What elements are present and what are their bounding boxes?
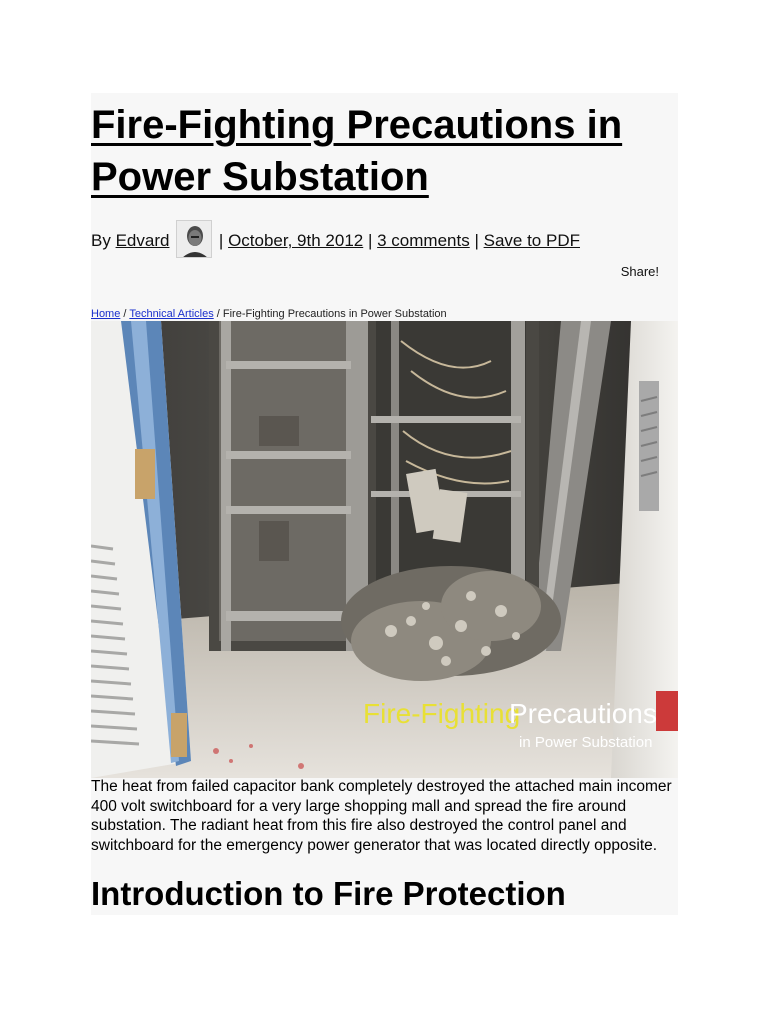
image-caption: The heat from failed capacitor bank completely destroyed the attached main incomer 400 volt switchboard for a very large shopping mall and spread the fire around substation. The radiant heat from this fire also destroyed the control panel and switchboard for the emergency power generator that was located directly opposite. bbox=[91, 778, 672, 854]
document-page bbox=[91, 93, 678, 915]
save-pdf-link[interactable]: Save to PDF bbox=[483, 231, 580, 250]
share-label[interactable]: Share! bbox=[620, 264, 659, 279]
author-photo-icon bbox=[177, 221, 212, 258]
byline-separator: | bbox=[218, 231, 224, 250]
byline-separator: | bbox=[474, 231, 479, 250]
breadcrumb-section-link[interactable]: Technical Articles bbox=[129, 308, 214, 320]
overlay-subtitle: in Power Substation bbox=[519, 734, 653, 751]
breadcrumb-separator: / bbox=[123, 308, 127, 320]
breadcrumb-home-link[interactable]: Home bbox=[91, 308, 121, 320]
breadcrumb-current: Fire-Fighting Precautions in Power Substation bbox=[222, 308, 447, 320]
article-title[interactable]: Fire-Fighting Precautions in Power Substation bbox=[91, 103, 623, 199]
author-link[interactable]: Edvard bbox=[115, 231, 170, 250]
breadcrumb-separator: / bbox=[216, 308, 220, 320]
avatar bbox=[176, 220, 212, 258]
comments-link[interactable]: 3 comments bbox=[377, 231, 470, 250]
overlay-word-fire-fighting: Fire-Fighting bbox=[363, 698, 521, 729]
breadcrumb bbox=[91, 308, 447, 320]
substation-fire-photo bbox=[91, 321, 678, 778]
overlay-word-precautions: Precautions bbox=[509, 698, 657, 729]
byline bbox=[91, 220, 678, 262]
section-heading: Introduction to Fire Protection bbox=[91, 875, 566, 912]
byline-separator: | bbox=[367, 231, 373, 250]
date-link[interactable]: October, 9th 2012 bbox=[228, 231, 364, 250]
byline-by: By bbox=[91, 231, 111, 250]
